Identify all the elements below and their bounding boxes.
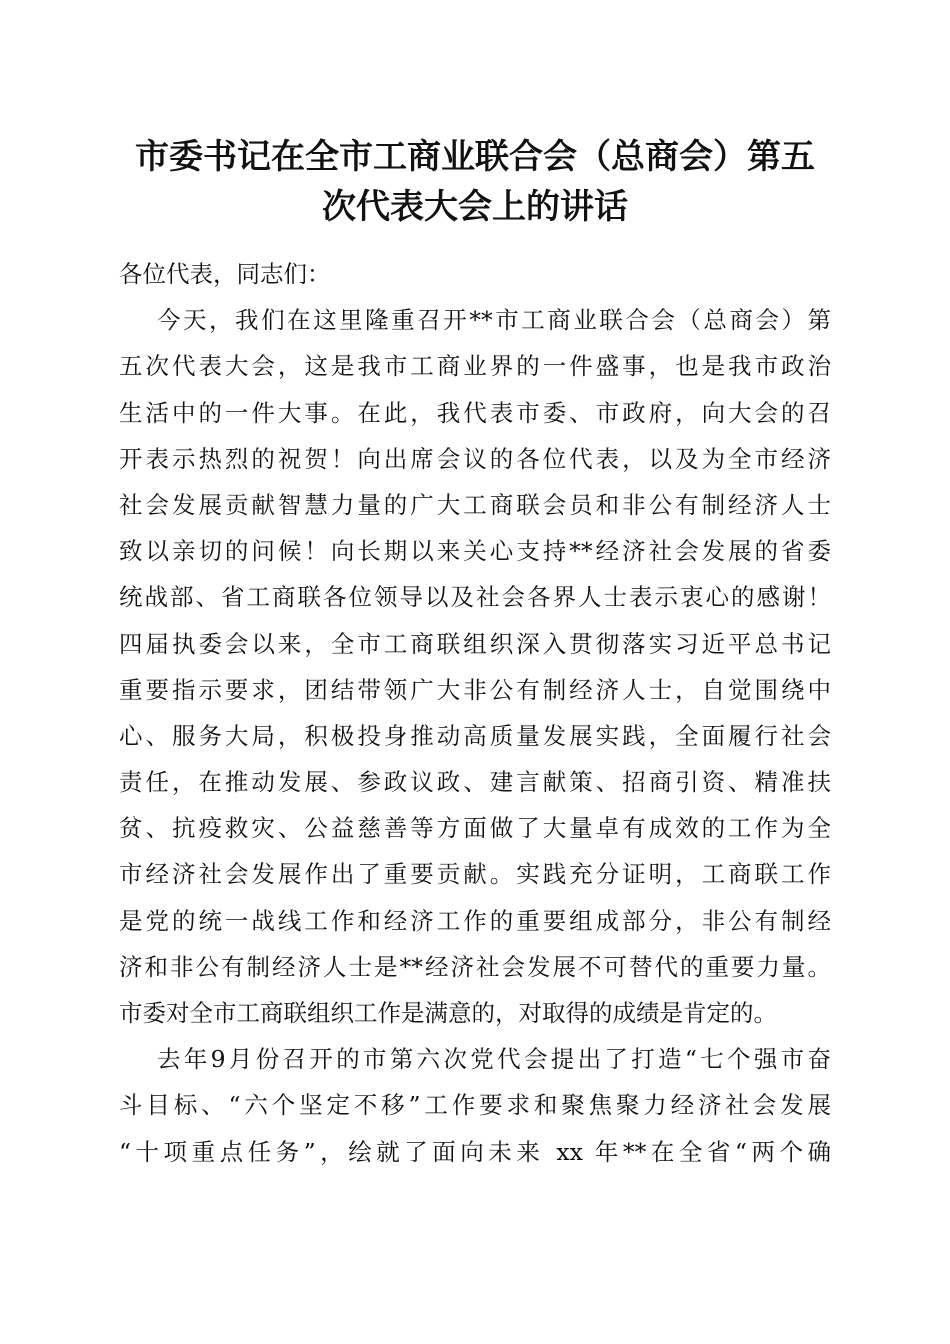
paragraph-line: 斗目标、“六个坚定不移”工作要求和聚焦聚力经济社会发展: [119, 1091, 831, 1120]
document-body: [119, 251, 831, 1175]
title-line-1: 市委书记在全市工商业联合会（总商会）第五: [135, 137, 815, 177]
paragraph-line: 致以亲切的问候！向长期以来关心支持**经济社会发展的省委: [119, 537, 831, 566]
paragraph-line: 责任，在推动发展、参政议政、建言献策、招商引资、精准扶: [119, 768, 831, 797]
title-line-2: 次代表大会上的讲话: [322, 187, 628, 227]
page-title: [100, 132, 850, 232]
paragraph-line: 统战部、省工商联各位领导以及社会各界人士表示衷心的感谢！: [119, 583, 831, 612]
paragraph-line: 市经济社会发展作出了重要贡献。实践充分证明，工商联工作: [119, 860, 831, 889]
paragraph-line: 贫、抗疫救灾、公益慈善等方面做了大量卓有成效的工作为全: [119, 814, 831, 843]
paragraph-line: 是党的统一战线工作和经济工作的重要组成部分，非公有制经: [119, 906, 831, 935]
paragraph-1: [119, 297, 831, 1036]
paragraph-line: “十项重点任务”，绘就了面向未来 xx 年**在全省“两个确: [119, 1137, 831, 1166]
paragraph-2: [119, 1036, 831, 1175]
paragraph-line: 今天，我们在这里隆重召开**市工商业联合会（总商会）第: [157, 306, 831, 335]
paragraph-line: 重要指示要求，团结带领广大非公有制经济人士，自觉围绕中: [119, 675, 831, 704]
paragraph-line: 心、服务大局，积极投身推动高质量发展实践，全面履行社会: [119, 721, 831, 750]
paragraph-line: 济和非公有制经济人士是**经济社会发展不可替代的重要力量。: [119, 952, 831, 981]
paragraph-line: 开表示热烈的祝贺！向出席会议的各位代表，以及为全市经济: [119, 444, 831, 473]
salutation: 各位代表，同志们：: [119, 260, 331, 288]
paragraph-line: 社会发展贡献智慧力量的广大工商联会员和非公有制经济人士: [119, 490, 831, 519]
paragraph-line: 去年9月份召开的市第六次党代会提出了打造“七个强市奋: [157, 1045, 831, 1074]
paragraph-line: 市委对全市工商联组织工作是满意的，对取得的成绩是肯定的。: [119, 999, 777, 1027]
paragraph-line: 五次代表大会，这是我市工商业界的一件盛事，也是我市政治: [119, 352, 831, 381]
paragraph-line: 生活中的一件大事。在此，我代表市委、市政府，向大会的召: [119, 398, 831, 427]
paragraph-line: 四届执委会以来，全市工商联组织深入贯彻落实习近平总书记: [119, 629, 831, 658]
